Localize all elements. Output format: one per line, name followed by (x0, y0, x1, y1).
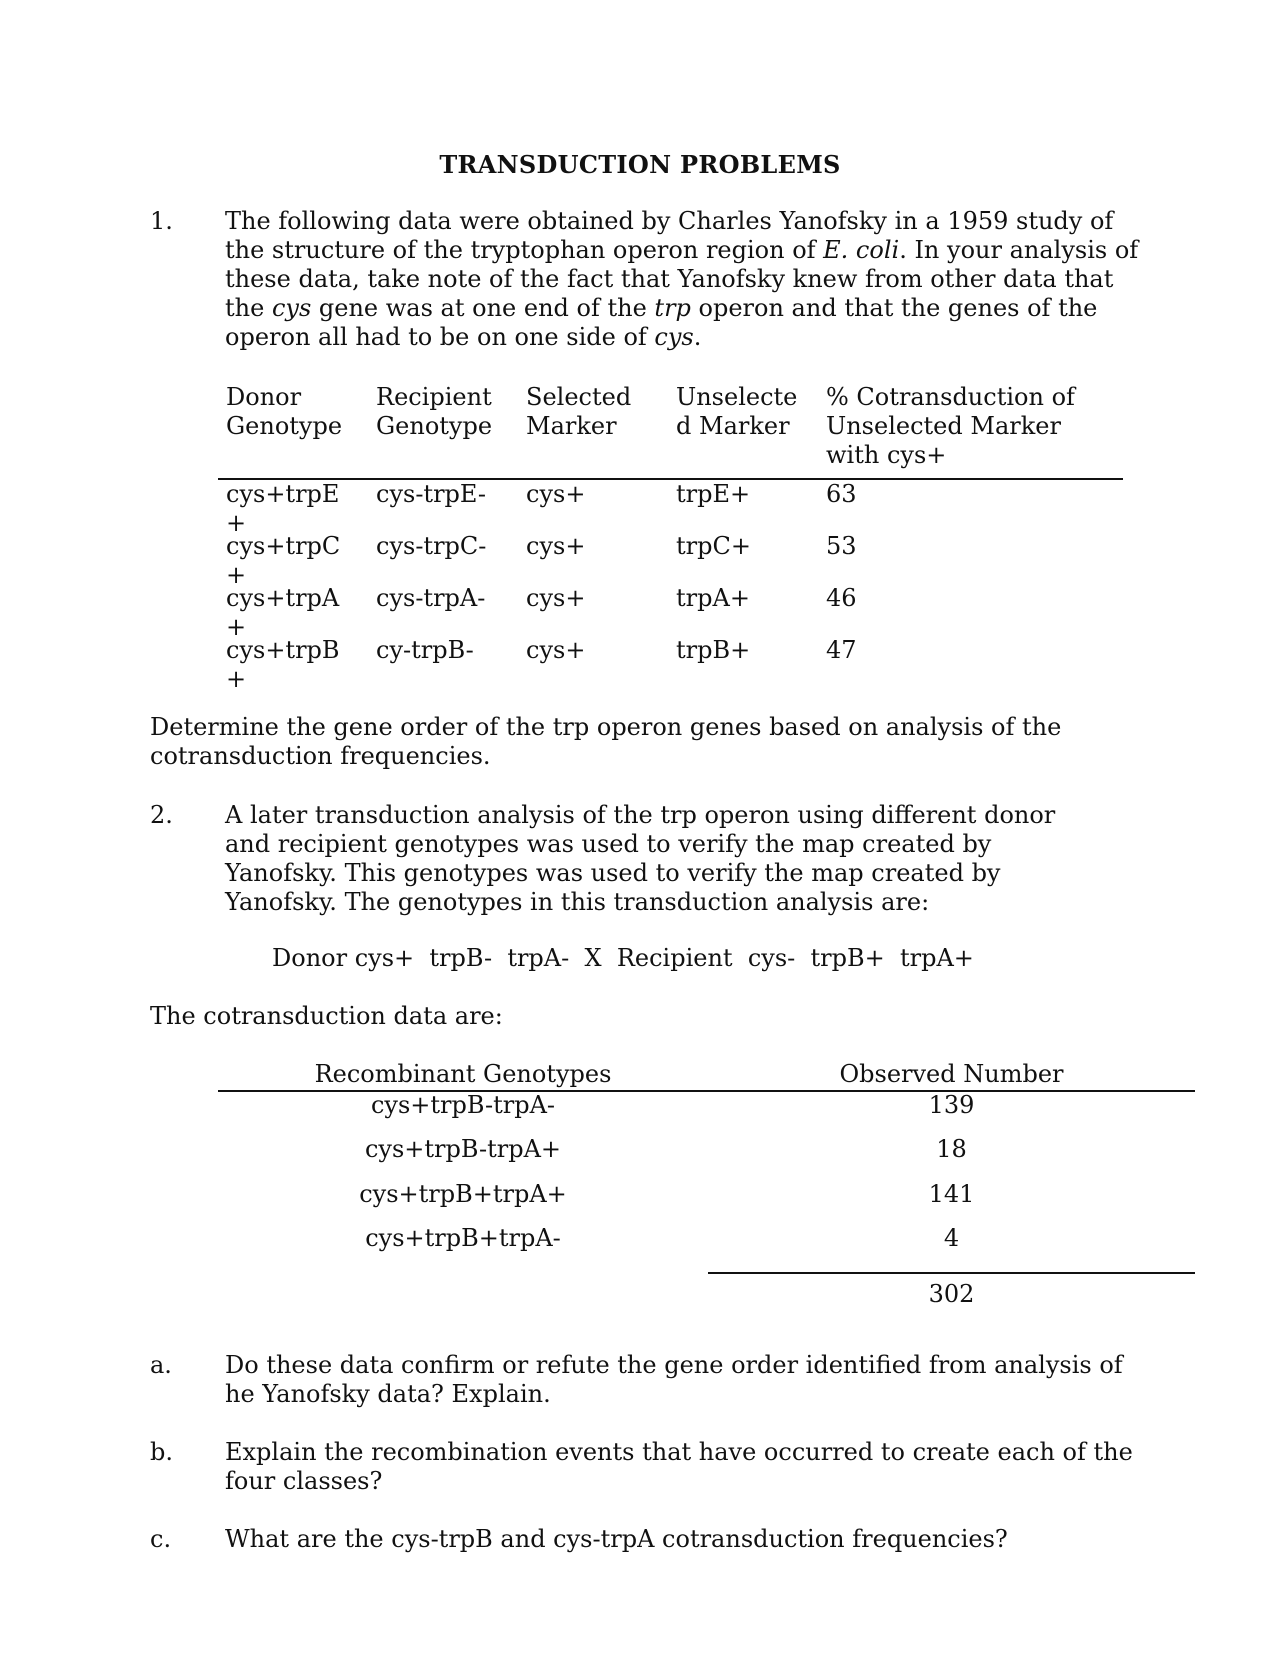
percent-cell: 47 (826, 636, 857, 664)
problem-2-number: 2. (150, 801, 173, 829)
table-row (218, 1135, 1195, 1165)
donor-cell: cys+trpE+ (226, 480, 340, 537)
table-row (218, 1180, 1195, 1210)
header-cotransduction-percent: % Cotransduction of Unselected Marker with cys+ (826, 383, 1075, 469)
table-row (218, 584, 1123, 641)
genetic-cross: Donor cys+ trpB- trpA- X Recipient cys- trpB+ trpA+ (272, 944, 974, 972)
problem-1-question: Determine the gene order of the trp operon genes based on analysis of the cotransduction frequencies. (150, 713, 1062, 770)
italic-term: cys (654, 323, 694, 351)
unselected-cell: trpA+ (676, 584, 750, 612)
count-cell: 18 (936, 1135, 967, 1163)
percent-cell: 53 (826, 532, 857, 560)
text-segment: The following data were obtained by Charles Yanofsky in a 1959 study of the structure of the tryptophan operon region of (225, 207, 1114, 264)
recipient-cell: cys-trpA- (376, 584, 486, 612)
problem-1-number: 1. (150, 207, 173, 235)
count-cell: 141 (928, 1180, 975, 1208)
header-recipient-genotype: Recipient Genotype (376, 383, 493, 440)
selected-cell: cys+ (526, 584, 586, 612)
genotype-cell: cys+trpB-trpA+ (364, 1135, 562, 1163)
text-segment: . (693, 323, 702, 351)
cotransduction-label: The cotransduction data are: (150, 1002, 503, 1030)
subquestion-a-label: a. (150, 1351, 172, 1379)
italic-term: E. coli (823, 236, 900, 264)
table-row (218, 1091, 1195, 1121)
italic-term: trp (654, 294, 691, 322)
selected-cell: cys+ (526, 636, 586, 664)
unselected-cell: trpC+ (676, 532, 751, 560)
cotransduction-table (218, 383, 1123, 693)
percent-cell: 46 (826, 584, 857, 612)
donor-cell: cys+trpB+ (226, 636, 340, 693)
table-row (218, 1224, 1195, 1254)
recipient-cell: cy-trpB- (376, 636, 474, 664)
subquestion-b-label: b. (150, 1438, 173, 1466)
italic-term: cys (271, 294, 312, 322)
problem-1-text (225, 207, 1145, 352)
total-rule (708, 1272, 1195, 1274)
genotype-cell: cys+trpB-trpA- (370, 1091, 556, 1119)
donor-cell: cys+trpA+ (226, 584, 340, 641)
count-cell: 139 (928, 1091, 975, 1119)
table-body (218, 480, 1123, 693)
table-row (218, 532, 1123, 589)
problem-2-text: A later transduction analysis of the trp operon using different donor and recipient genotypes was used to verify the map created by Yanofsky. This genotypes was used to verify the map created by Yanofsky. The genotypes in this transduction analysis are: (225, 801, 1056, 916)
table-row (218, 480, 1123, 537)
table-row (218, 636, 1123, 693)
selected-cell: cys+ (526, 480, 586, 508)
genotype-cell: cys+trpB+trpA- (365, 1224, 561, 1252)
subquestion-c-label: c. (150, 1525, 172, 1553)
header-unselected-marker: Unselected Marker (676, 383, 798, 440)
percent-cell: 63 (826, 480, 857, 508)
unselected-cell: trpE+ (676, 480, 751, 508)
donor-cell: cys+trpC+ (226, 532, 341, 589)
genotype-cell: cys+trpB+trpA+ (359, 1180, 567, 1208)
page-title: TRANSDUCTION PROBLEMS (439, 150, 841, 179)
text-segment: operon and that the genes of the operon all had to be on one side of (225, 294, 1098, 351)
recipient-cell: cys-trpE- (376, 480, 486, 508)
subquestion-a-text: Do these data confirm or refute the gene order identified from analysis of he Yanofsky data? Explain. (225, 1351, 1123, 1408)
table-header (218, 383, 1123, 480)
header-recombinant-genotypes: Recombinant Genotypes (314, 1060, 612, 1088)
unselected-cell: trpB+ (676, 636, 751, 664)
recipient-cell: cys-trpC- (376, 532, 487, 560)
subquestion-b-text: Explain the recombination events that have occurred to create each of the four classes? (225, 1438, 1133, 1495)
subquestion-c-text: What are the cys-trpB and cys-trpA cotransduction frequencies? (225, 1525, 1008, 1553)
header-donor-genotype: Donor Genotype (226, 383, 343, 440)
selected-cell: cys+ (526, 532, 586, 560)
text-segment: gene was at one end of the (311, 294, 655, 322)
count-cell: 4 (943, 1224, 960, 1252)
header-observed-number: Observed Number (839, 1060, 1064, 1088)
header-selected-marker: Selected Marker (526, 383, 632, 440)
total-count: 302 (928, 1280, 975, 1308)
text-segment: . In your analysis of these data, take note of the fact that Yanofsky knew from other data that the (225, 236, 1139, 322)
